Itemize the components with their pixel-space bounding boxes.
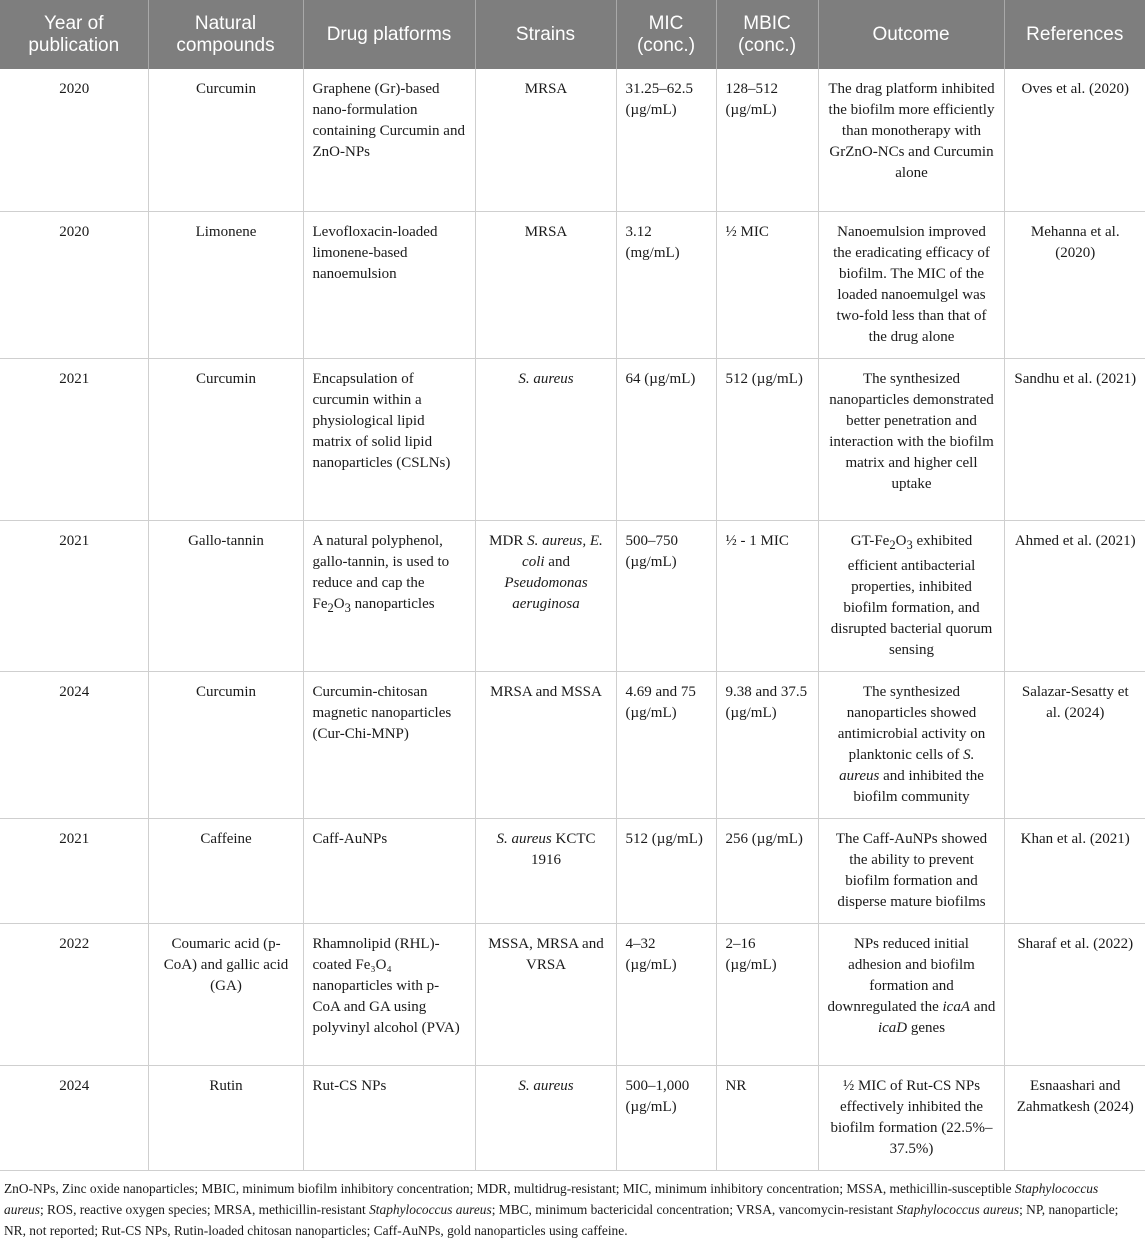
cell-mbic: 9.38 and 37.5 (µg/mL) xyxy=(716,671,818,818)
cell-mbic: ½ MIC xyxy=(716,211,818,358)
cell-reference: Esnaashari and Zahmatkesh (2024) xyxy=(1004,1065,1145,1170)
cell-mic: 500–1,000 (µg/mL) xyxy=(616,1065,716,1170)
cell-platform: Graphene (Gr)-based nano-formulation containing Curcumin and ZnO-NPs xyxy=(303,69,475,211)
outcome-italic: S. aureus xyxy=(839,746,975,784)
cell-year: 2021 xyxy=(0,520,148,671)
footnote-italic: Staphylococcus aureus xyxy=(4,1180,1099,1217)
strain-italic: S. aureus xyxy=(496,830,552,847)
table-row xyxy=(0,1065,1145,1170)
strain-italic: Pseudomonas aeruginosa xyxy=(504,574,588,612)
footnote-text: ; MBC, minimum bactericidal concentration; VRSA, vancomycin-resistant xyxy=(491,1201,897,1217)
cell-compound: Gallo-tannin xyxy=(148,520,303,671)
cell-mbic: 2–16 (µg/mL) xyxy=(716,923,818,1065)
outcome-text: The synthesized nanoparticles showed antimicrobial activity on planktonic cells of xyxy=(837,683,986,763)
cell-strains xyxy=(475,520,616,671)
footnote-italic: Staphylococcus aureus xyxy=(369,1201,492,1217)
cell-reference: Oves et al. (2020) xyxy=(1004,69,1145,211)
footnote-text: ZnO-NPs, Zinc oxide nanoparticles; MBIC, minimum biofilm inhibitory concentration; MDR, multidrug-resistant; MIC, minimum inhibitory concentration; MSSA, methicillin-susceptible xyxy=(4,1180,1015,1196)
outcome-text: O xyxy=(895,532,907,549)
cell-outcome: ½ MIC of Rut-CS NPs effectively inhibited the biofilm formation (22.5%–37.5%) xyxy=(818,1065,1004,1170)
subscript: 2 xyxy=(889,537,896,552)
cell-platform: Encapsulation of curcumin within a physiological lipid matrix of solid lipid nanoparticles (CSLNs) xyxy=(303,358,475,520)
cell-platform: Rut-CS NPs xyxy=(303,1065,475,1170)
table-row xyxy=(0,69,1145,211)
cell-platform xyxy=(303,520,475,671)
cell-strains: MRSA and MSSA xyxy=(475,671,616,818)
cell-mic: 3.12 (mg/mL) xyxy=(616,211,716,358)
header-year: Year of publication xyxy=(0,0,148,69)
strain-italic: S. aureus xyxy=(518,370,574,387)
platform-text: A natural polyphenol, gallo-tannin, is used to reduce and cap the Fe xyxy=(312,532,450,612)
cell-compound: Coumaric acid (p-CoA) and gallic acid (GA) xyxy=(148,923,303,1065)
cell-platform: Caff-AuNPs xyxy=(303,818,475,923)
cell-reference: Sandhu et al. (2021) xyxy=(1004,358,1145,520)
outcome-text: GT-Fe xyxy=(850,532,890,549)
cell-year: 2022 xyxy=(0,923,148,1065)
strain-italic: S. aureus xyxy=(518,1077,574,1094)
strain-text: MDR xyxy=(489,532,528,549)
header-outcome: Outcome xyxy=(818,0,1004,69)
cell-reference: Ahmed et al. (2021) xyxy=(1004,520,1145,671)
table-row xyxy=(0,923,1145,1065)
strain-text: and xyxy=(544,553,570,570)
cell-mbic: 512 (µg/mL) xyxy=(716,358,818,520)
cell-outcome: Nanoemulsion improved the eradicating efficacy of biofilm. The MIC of the loaded nanoemulgel was two-fold less than that of the drug alone xyxy=(818,211,1004,358)
gene-italic: icaA xyxy=(942,998,971,1015)
cell-year: 2024 xyxy=(0,671,148,818)
subscript: 3 xyxy=(906,537,913,552)
cell-mbic: ½ - 1 MIC xyxy=(716,520,818,671)
cell-reference: Khan et al. (2021) xyxy=(1004,818,1145,923)
header-mbic: MBIC (conc.) xyxy=(716,0,818,69)
table-row xyxy=(0,211,1145,358)
cell-platform: Curcumin-chitosan magnetic nanoparticles (Cur-Chi-MNP) xyxy=(303,671,475,818)
cell-reference: Sharaf et al. (2022) xyxy=(1004,923,1145,1065)
header-mic: MIC (conc.) xyxy=(616,0,716,69)
cell-year: 2021 xyxy=(0,358,148,520)
table-row xyxy=(0,818,1145,923)
cell-outcome: The synthesized nanoparticles demonstrated better penetration and interaction with the biofilm matrix and higher cell uptake xyxy=(818,358,1004,520)
outcome-text: NPs reduced initial adhesion and biofilm formation and downregulated the xyxy=(827,935,975,1015)
cell-strains: MRSA xyxy=(475,69,616,211)
cell-year: 2024 xyxy=(0,1065,148,1170)
header-references: References xyxy=(1004,0,1145,69)
cell-strains xyxy=(475,818,616,923)
subscript: 2 xyxy=(327,600,334,615)
table-header xyxy=(0,0,1145,69)
table-footnote xyxy=(0,1171,1145,1241)
cell-strains: MSSA, MRSA and VRSA xyxy=(475,923,616,1065)
header-strains: Strains xyxy=(475,0,616,69)
outcome-text: exhibited efficient antibacterial properties, inhibited biofilm formation, and disrupted bacterial quorum sensing xyxy=(830,532,993,658)
cell-mbic: 128–512 (µg/mL) xyxy=(716,69,818,211)
header-drug-platforms: Drug platforms xyxy=(303,0,475,69)
cell-platform: Levofloxacin-loaded limonene-based nanoemulsion xyxy=(303,211,475,358)
cell-mic: 4.69 and 75 (µg/mL) xyxy=(616,671,716,818)
cell-compound: Rutin xyxy=(148,1065,303,1170)
cell-compound: Curcumin xyxy=(148,671,303,818)
outcome-text: and inhibited the biofilm community xyxy=(853,767,984,805)
table-row xyxy=(0,358,1145,520)
cell-year: 2021 xyxy=(0,818,148,923)
cell-strains xyxy=(475,1065,616,1170)
cell-reference: Mehanna et al. (2020) xyxy=(1004,211,1145,358)
cell-outcome: The drag platform inhibited the biofilm more efficiently than monotherapy with GrZnO-NCs and Curcumin alone xyxy=(818,69,1004,211)
cell-strains xyxy=(475,358,616,520)
outcome-text: genes xyxy=(907,1019,946,1036)
header-row xyxy=(0,0,1145,69)
table-row xyxy=(0,520,1145,671)
cell-compound: Caffeine xyxy=(148,818,303,923)
platform-text: nanoparticles xyxy=(350,595,435,612)
cell-outcome xyxy=(818,671,1004,818)
cell-mic: 500–750 (µg/mL) xyxy=(616,520,716,671)
footnote-text: ; NP, nanoparticle; NR, not reported; Rut-CS NPs, Rutin-loaded chitosan nanoparticles; Caff-AuNPs, gold nanoparticles using caffeine. xyxy=(4,1201,1119,1238)
strain-text: KCTC 1916 xyxy=(531,830,596,868)
footnote-text: ; ROS, reactive oxygen species; MRSA, methicillin-resistant xyxy=(39,1201,370,1217)
cell-strains: MRSA xyxy=(475,211,616,358)
platform-text: O xyxy=(333,595,345,612)
cell-compound: Limonene xyxy=(148,211,303,358)
cell-mic: 512 (µg/mL) xyxy=(616,818,716,923)
cell-mbic: NR xyxy=(716,1065,818,1170)
table-row xyxy=(0,671,1145,818)
footnote-italic: Staphylococcus aureus xyxy=(896,1201,1020,1217)
cell-mbic: 256 (µg/mL) xyxy=(716,818,818,923)
cell-compound: Curcumin xyxy=(148,358,303,520)
cell-mic: 64 (µg/mL) xyxy=(616,358,716,520)
cell-year: 2020 xyxy=(0,69,148,211)
header-natural-compounds: Natural compounds xyxy=(148,0,303,69)
cell-outcome xyxy=(818,520,1004,671)
cell-reference: Salazar-Sesatty et al. (2024) xyxy=(1004,671,1145,818)
cell-compound: Curcumin xyxy=(148,69,303,211)
gene-italic: icaD xyxy=(877,1019,908,1036)
cell-outcome: The Caff-AuNPs showed the ability to prevent biofilm formation and disperse mature biofilms xyxy=(818,818,1004,923)
cell-year: 2020 xyxy=(0,211,148,358)
subscript: 3 xyxy=(344,600,351,615)
cell-mic: 31.25–62.5 (µg/mL) xyxy=(616,69,716,211)
strain-italic: S. aureus, E. coli xyxy=(522,532,603,570)
outcome-text: and xyxy=(970,998,996,1015)
cell-outcome xyxy=(818,923,1004,1065)
cell-platform: Rhamnolipid (RHL)-coated Fe₃O₄ nanoparticles with p-CoA and GA using polyvinyl alcohol (PVA) xyxy=(303,923,475,1065)
cell-mic: 4–32 (µg/mL) xyxy=(616,923,716,1065)
